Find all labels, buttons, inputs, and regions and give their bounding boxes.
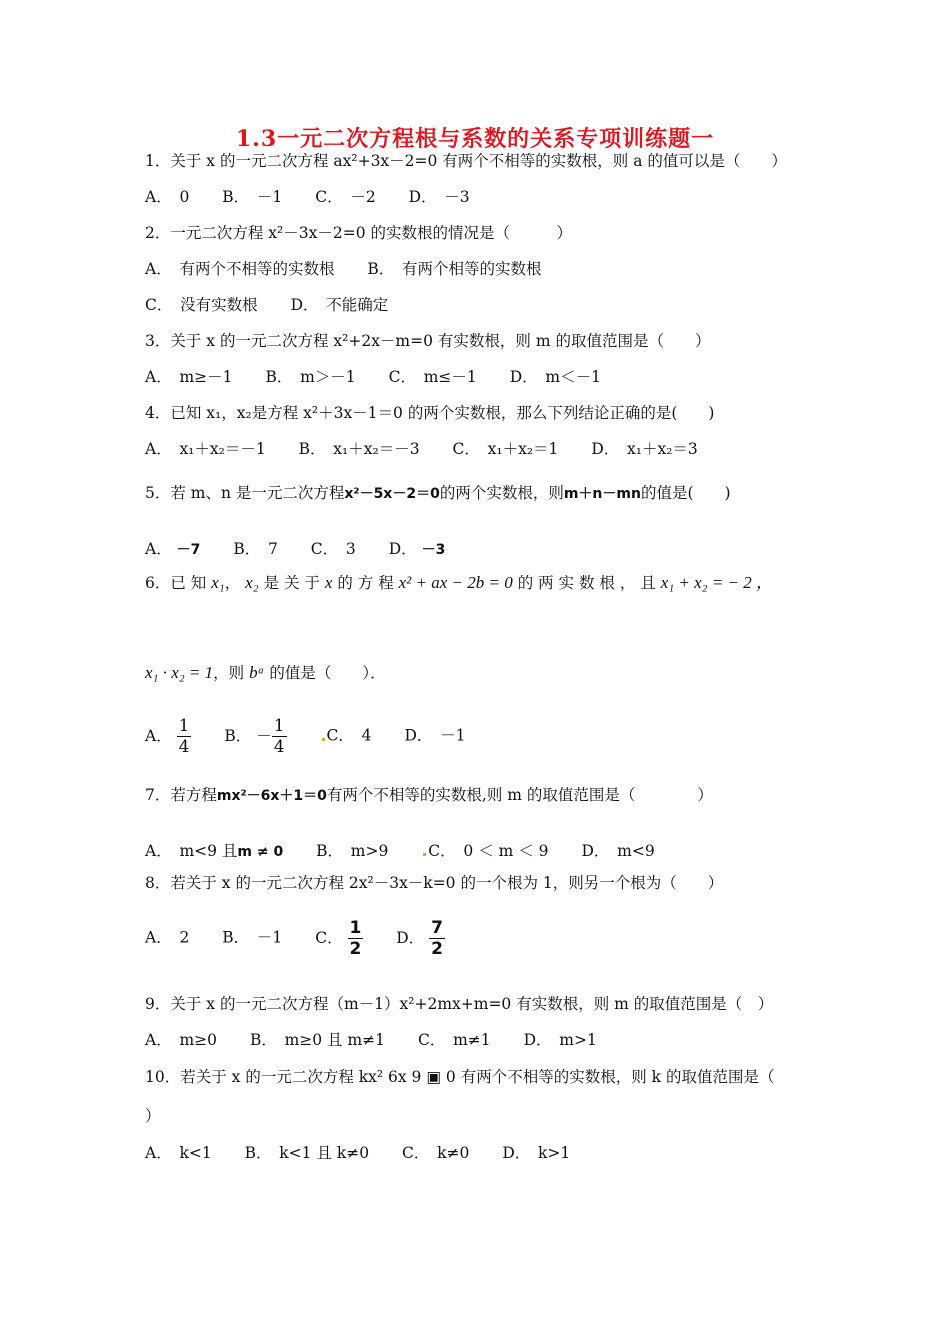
question-4-stem: 4．已知 x₁，x₂是方程 x²＋3x－1＝0 的两个实数根，那么下列结论正确的是( )	[145, 404, 715, 422]
equation: mx²－6x＋1＝0	[216, 788, 327, 804]
question-1-stem: 1．关于 x 的一元二次方程 ax²+3x－2=0 有两个不相等的实数根，则 a 的值可以是（ ）	[145, 152, 787, 170]
question-8-stem: 8．若关于 x 的一元二次方程 2x²－3x－k=0 的一个根为 1，则另一个根为（ ）	[145, 874, 724, 892]
question-5-options	[145, 538, 445, 561]
fraction: $\frac{1}{2}$	[349, 918, 362, 959]
option-b: B． －1	[222, 928, 283, 947]
product-condition: x₁ · x₂ = 1	[145, 663, 214, 682]
option-a: A． k<1	[145, 1144, 212, 1162]
question-2-options-row2	[145, 294, 388, 316]
fraction: $\frac{7}{2}$	[431, 918, 444, 959]
option-a: A． m≥0	[145, 1031, 217, 1049]
option-b: B． m≥0 且 m≠1	[249, 1031, 386, 1049]
question-7-stem: 7．若方程mx²－6x＋1＝0有两个不相等的实数根,则 m 的取值范围是（ ）	[145, 786, 713, 804]
question-6-stem-line2: x₁ · x₂ = 1，则 bᵃ 的值是（ ）．	[145, 663, 386, 682]
equation: x² + ax − 2b = 0	[398, 573, 513, 592]
option-b: B． 有两个相等的实数根	[367, 260, 542, 278]
question-6-stem-line1: 6．已 知 x₁， x₂ 是 关 于 x 的 方 程 x² + ax − 2b = 0 的 两 实 数 根 ， 且 x₁ + x₂ = − 2 ，	[145, 573, 774, 592]
option-a: A． 0	[145, 188, 190, 206]
option-b: B． －1	[222, 188, 283, 206]
option-a: A． $\frac{1}{4}$	[145, 716, 190, 757]
option-a: A． 有两个不相等的实数根	[145, 260, 335, 278]
option-d: D． m<9	[581, 842, 655, 860]
option-c: C． 0 ＜ m ＜ 9	[428, 842, 549, 860]
expression: m＋n－mn	[563, 486, 641, 502]
option-c: C． m≠1	[417, 1031, 491, 1049]
option-c: C． $\frac{1}{2}$	[315, 918, 362, 959]
x2-symbol: x₂	[245, 573, 259, 592]
question-2-options-row1	[145, 258, 542, 280]
option-d: D． m>1	[523, 1031, 597, 1049]
question-2-stem: 2．一元二次方程 x²－3x－2=0 的实数根的情况是（ ）	[145, 224, 572, 242]
option-a: A． x₁＋x₂＝－1	[145, 440, 266, 458]
question-4-options	[145, 438, 698, 460]
option-c: C． m≤－1	[388, 368, 477, 386]
option-c: C． 没有实数根	[145, 296, 258, 314]
question-10-stem: 10．若关于 x 的一元二次方程 kx² 6x 9 ▣ 0 有两个不相等的实数根，则 k 的取值范围是（	[145, 1068, 775, 1086]
option-b: B． x₁＋x₂＝－3	[298, 440, 420, 458]
option-d: D． x₁＋x₂＝3	[591, 440, 698, 458]
equation: x²－5x－2＝0	[344, 486, 440, 502]
option-d: D． 不能确定	[290, 296, 389, 314]
question-9-options	[145, 1029, 597, 1051]
page-title: 1.3一元二次方程根与系数的关系专项训练题一	[235, 126, 715, 152]
question-3-stem: 3．关于 x 的一元二次方程 x²+2x－m=0 有实数根，则 m 的取值范围是（ ）	[145, 332, 711, 350]
option-b: B． m>9	[316, 842, 389, 860]
option-d: D． k>1	[502, 1144, 571, 1162]
option-b: B． 7	[233, 540, 278, 558]
option-b: B． m＞－1	[265, 368, 356, 386]
question-6-options	[145, 716, 465, 757]
question-3-options	[145, 366, 601, 388]
sum-condition: x₁ + x₂ = − 2 ，	[660, 573, 774, 592]
question-5-stem: 5．若 m、n 是一元二次方程x²－5x－2＝0的两个实数根，则m＋n－mn的值是( )	[145, 484, 731, 502]
option-d: D． $\frac{7}{2}$	[396, 918, 444, 959]
option-c: C． k≠0	[402, 1144, 470, 1162]
option-c: C． 3	[310, 540, 356, 558]
option-c: C． －2	[315, 188, 376, 206]
question-7-options	[145, 840, 655, 863]
option-d: D． －3	[408, 188, 470, 206]
option-b: B． k<1 且 k≠0	[244, 1144, 370, 1162]
option-d: D． m＜－1	[509, 368, 601, 386]
option-a: A． 2	[145, 928, 190, 947]
option-a: A． －7	[145, 540, 201, 558]
option-a: A． m≥－1	[145, 368, 233, 386]
option-c: C． x₁＋x₂＝1	[452, 440, 559, 458]
question-9-stem: 9．关于 x 的一元二次方程（m－1）x²+2mx+m=0 有实数根，则 m 的取值范围是（ ）	[145, 995, 774, 1013]
b-power-a: bᵃ	[249, 663, 265, 682]
question-10-options	[145, 1142, 570, 1164]
fraction: $\frac{1}{4}$	[273, 716, 285, 757]
option-d: D． －1	[404, 726, 466, 745]
option-a: A． m<9 且m ≠ 0	[145, 842, 284, 860]
x1-symbol: x₁	[211, 573, 225, 592]
option-d: D． －3	[388, 540, 446, 558]
question-10-stem-cont: ）	[145, 1107, 161, 1125]
option-c: C． 4	[326, 726, 372, 745]
option-b: B． － $\frac{1}{4}$	[224, 716, 285, 757]
question-8-options	[145, 918, 445, 959]
fraction: $\frac{1}{4}$	[178, 716, 190, 757]
question-1-options	[145, 186, 470, 208]
